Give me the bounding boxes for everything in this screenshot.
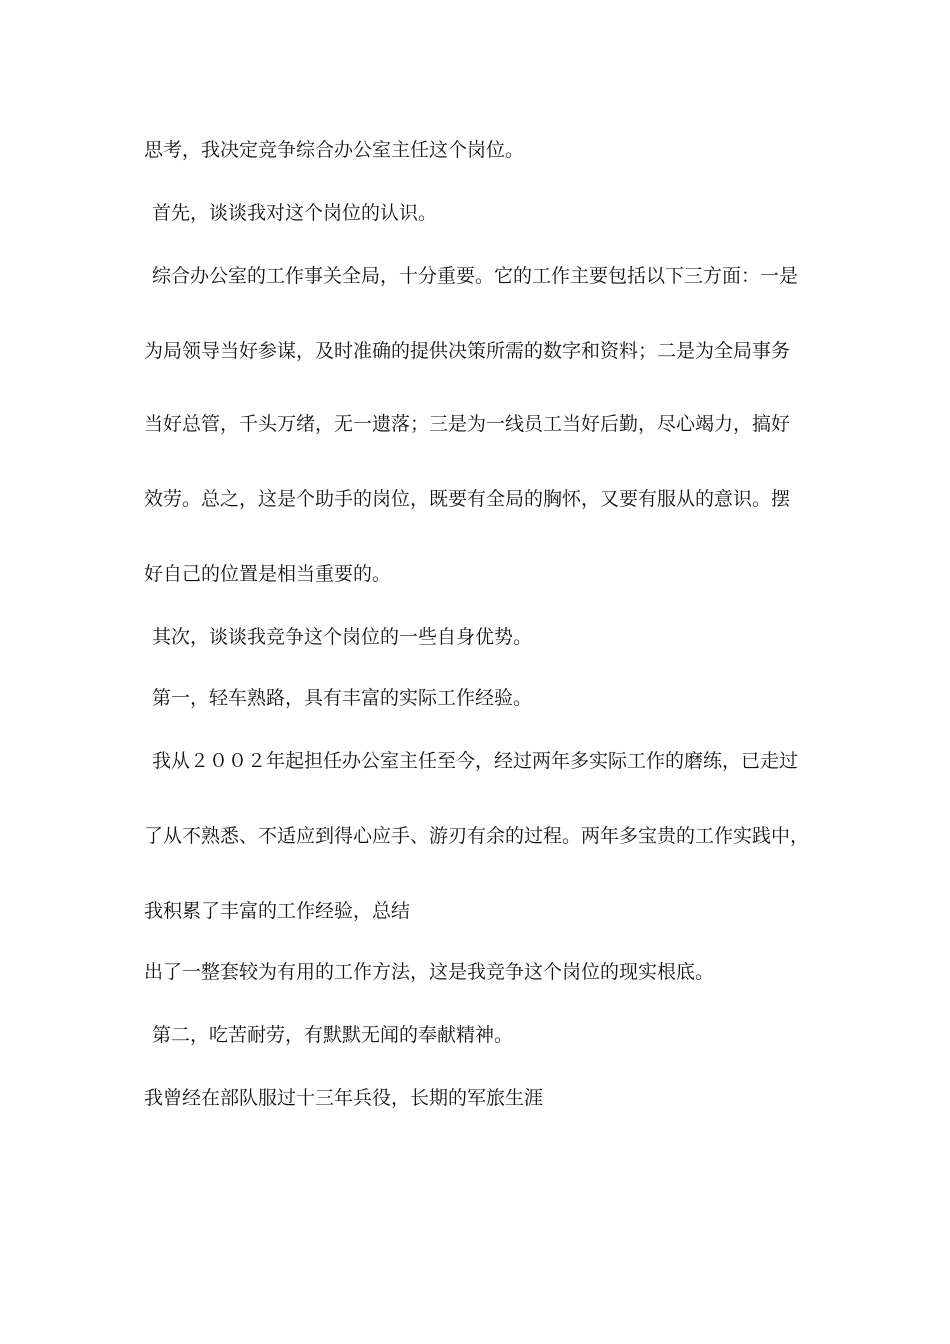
text-line-12: 我积累了丰富的工作经验，总结 (144, 900, 411, 922)
text-line-8: 其次，谈谈我竞争这个岗位的一些自身优势。 (152, 626, 533, 648)
text-line-2: 首先，谈谈我对这个岗位的认识。 (152, 202, 438, 224)
text-line-5: 当好总管，千头万绪，无一遗落；三是为一线员工当好后勤，尽心竭力，搞好 (144, 413, 791, 435)
text-line-7: 好自己的位置是相当重要的。 (144, 563, 392, 585)
text-line-4: 为局领导当好参谋，及时准确的提供决策所需的数字和资料；二是为全局事务 (144, 340, 791, 362)
text-line-1: 思考，我决定竞争综合办公室主任这个岗位。 (144, 139, 525, 161)
text-line-15: 我曾经在部队服过十三年兵役，长期的军旅生涯 (144, 1087, 544, 1109)
text-line-6: 效劳。总之，这是个助手的岗位，既要有全局的胸怀，又要有服从的意识。摆 (144, 488, 791, 510)
text-line-13: 出了一整套较为有用的工作方法，这是我竞争这个岗位的现实根底。 (144, 961, 715, 983)
text-line-11: 了从不熟悉、不适应到得心应手、游刃有余的过程。两年多宝贵的工作实践中， (144, 825, 810, 847)
text-line-9: 第一，轻车熟路，具有丰富的实际工作经验。 (152, 687, 533, 709)
text-line-10: 我从２００２年起担任办公室主任至今，经过两年多实际工作的磨练，已走过 (152, 750, 799, 772)
text-line-14: 第二，吃苦耐劳，有默默无闻的奉献精神。 (152, 1024, 514, 1046)
text-line-3: 综合办公室的工作事关全局，十分重要。它的工作主要包括以下三方面：一是 (152, 265, 799, 287)
